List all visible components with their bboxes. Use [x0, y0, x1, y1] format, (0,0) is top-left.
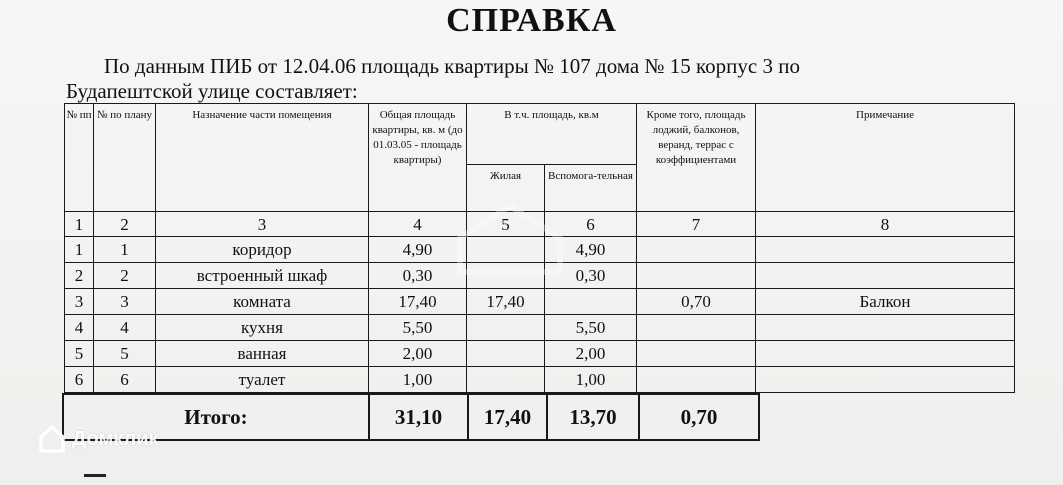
room-name: туалет	[156, 367, 369, 393]
header-room-purpose: Назначение части помещения	[156, 104, 369, 212]
note	[756, 315, 1015, 341]
header-auxiliary: Вспомога-тельная	[545, 165, 637, 212]
totals-auxiliary-area: 13,70	[547, 394, 639, 440]
room-name: встроенный шкаф	[156, 263, 369, 289]
header-note: Примечание	[756, 104, 1015, 212]
table-row	[65, 367, 1015, 393]
living-area	[467, 315, 545, 341]
extra-area	[637, 237, 756, 263]
document-title: СПРАВКА	[446, 2, 617, 39]
header-plan-no: № по плану	[94, 104, 156, 212]
total-area: 17,40	[369, 289, 467, 315]
column-number: 7	[637, 212, 756, 237]
row-number: 6	[65, 367, 94, 393]
total-area: 2,00	[369, 341, 467, 367]
column-number: 3	[156, 212, 369, 237]
plan-number: 3	[94, 289, 156, 315]
total-area: 4,90	[369, 237, 467, 263]
column-number: 5	[467, 212, 545, 237]
living-area: 17,40	[467, 289, 545, 315]
row-number: 2	[65, 263, 94, 289]
row-number: 1	[65, 237, 94, 263]
room-name: ванная	[156, 341, 369, 367]
watermark-house-icon	[440, 198, 580, 278]
column-number: 1	[65, 212, 94, 237]
totals-label: Итого:	[63, 394, 369, 440]
extra-area	[637, 315, 756, 341]
text-fragment	[84, 474, 106, 477]
bottom-edge	[0, 468, 1063, 485]
total-area: 0,30	[369, 263, 467, 289]
row-number: 5	[65, 341, 94, 367]
auxiliary-area: 4,90	[545, 237, 637, 263]
column-number: 8	[756, 212, 1015, 237]
header-total-area: Общая площадь квартиры, кв. м (до 01.03.05 - площадь квартиры)	[369, 104, 467, 212]
totals-total-area: 31,10	[369, 394, 468, 440]
header-no: № пп	[65, 104, 94, 212]
watermark	[38, 424, 159, 454]
watermark-text: Домклик	[72, 427, 159, 450]
table-row	[65, 315, 1015, 341]
column-number: 4	[369, 212, 467, 237]
table-row	[65, 289, 1015, 315]
table-row	[65, 341, 1015, 367]
row-number: 3	[65, 289, 94, 315]
extra-area	[637, 263, 756, 289]
note: Балкон	[756, 289, 1015, 315]
plan-number: 6	[94, 367, 156, 393]
living-area	[467, 367, 545, 393]
auxiliary-area: 0,30	[545, 263, 637, 289]
totals-row	[63, 394, 759, 440]
note	[756, 367, 1015, 393]
note	[756, 237, 1015, 263]
total-area: 1,00	[369, 367, 467, 393]
auxiliary-area: 5,50	[545, 315, 637, 341]
plan-number: 2	[94, 263, 156, 289]
totals-extra-area: 0,70	[639, 394, 759, 440]
totals-living-area: 17,40	[468, 394, 547, 440]
plan-number: 4	[94, 315, 156, 341]
room-name: кухня	[156, 315, 369, 341]
note	[756, 341, 1015, 367]
note	[756, 263, 1015, 289]
column-number: 2	[94, 212, 156, 237]
auxiliary-area	[545, 289, 637, 315]
header-living: Жилая	[467, 165, 545, 212]
extra-area	[637, 367, 756, 393]
intro-text-line2: Будапештской улице составляет:	[66, 79, 358, 103]
header-including-area: В т.ч. площадь, кв.м	[467, 104, 637, 165]
extra-area	[637, 341, 756, 367]
plan-number: 1	[94, 237, 156, 263]
total-area: 5,50	[369, 315, 467, 341]
auxiliary-area: 1,00	[545, 367, 637, 393]
totals-table	[62, 393, 760, 441]
room-name: комната	[156, 289, 369, 315]
auxiliary-area: 2,00	[545, 341, 637, 367]
header-extra-area: Кроме того, площадь лоджий, балконов, веранд, террас с коэффициентами	[637, 104, 756, 212]
row-number: 4	[65, 315, 94, 341]
plan-number: 5	[94, 341, 156, 367]
column-number: 6	[545, 212, 637, 237]
living-area	[467, 341, 545, 367]
domclick-house-icon	[38, 424, 66, 454]
intro-text-line1: По данным ПИБ от 12.04.06 площадь квартиры № 107 дома № 15 корпус 3 по	[104, 54, 800, 78]
extra-area: 0,70	[637, 289, 756, 315]
room-name: коридор	[156, 237, 369, 263]
